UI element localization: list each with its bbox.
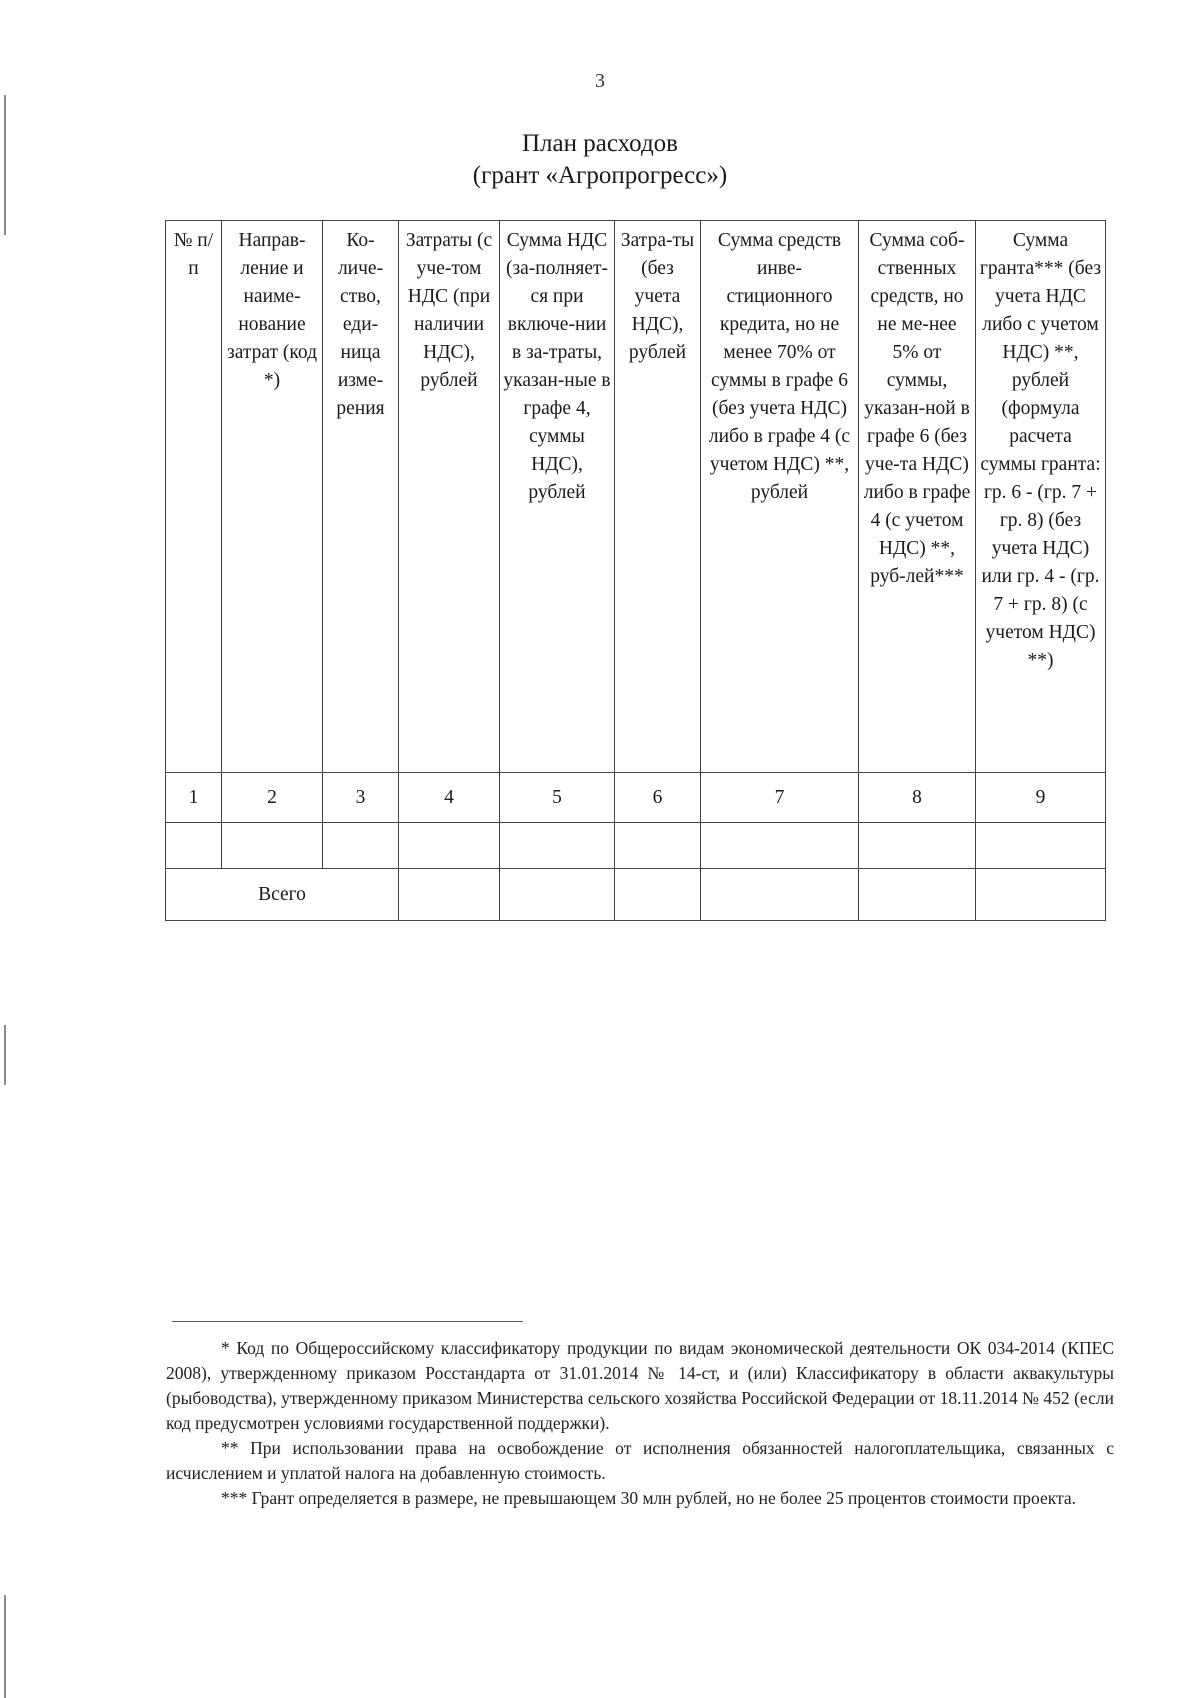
scan-edge-mark [4,1595,6,1698]
header-cell [166,221,222,773]
header-cell [500,221,615,773]
header-text: Сумма средств инве-стиционного кредита, но не менее 70% от суммы в графе 6 (без учета НДС) либо в графе 4 (с учетом НДС) **, рублей [708,230,851,503]
total-row [166,869,1106,921]
title-line-2: (грант «Агропрогресс») [472,162,728,189]
footnote-2: ** При использовании права на освобождение от исполнения обязанностей налогоплательщика, связанных с исчислением и уплатой налога на добавленную стоимость. [166,1438,1114,1483]
empty-cell [859,869,976,921]
footnote-1: * Код по Общероссийскому классификатору продукции по видам экономической деятельности ОК 034-2014 (КПЕС 2008), утвержденному приказом Росстандарта от 31.01.2014 № 14-ст, и (или) Классификатору в области аквакультуры (рыбоводства), утвержденному приказом Министерства сельского хозяйства Российской Федерации от 18.11.2014 № 452 (если код предусмотрен условиями государственной поддержки). [166,1338,1114,1433]
footnote-3: *** Грант определяется в размере, не превышающем 30 млн рублей, но не более 25 процентов стоимости проекта. [221,1488,1077,1508]
page-number: 3 [595,70,605,92]
empty-cell [701,823,859,869]
column-number: 6 [615,773,701,823]
empty-cell [399,869,500,921]
column-number: 9 [976,773,1106,823]
empty-cell [166,823,222,869]
title-line-1: План расходов [522,130,678,157]
header-text: Направ-ление и наиме-нование затрат (код *) [227,230,317,391]
empty-cell [701,869,859,921]
header-cell [399,221,500,773]
column-number: 4 [399,773,500,823]
column-number: 8 [859,773,976,823]
header-text: Затраты (с уче-том НДС (при наличии НДС), рублей [405,230,493,391]
scan-edge-mark [4,1025,6,1085]
empty-cell [859,823,976,869]
empty-cell [976,869,1106,921]
empty-cell [399,823,500,869]
column-number: 7 [701,773,859,823]
column-number: 3 [323,773,399,823]
empty-cell [976,823,1106,869]
header-cell [859,221,976,773]
header-cell [976,221,1106,773]
column-number: 2 [222,773,323,823]
header-text: Сумма соб-ственных средств, но не ме-нее 5% от суммы, указан-ной в графе 6 (без уче-та НДС) либо в графе 4 (с учетом НДС) **, руб-лей*** [863,230,971,587]
table-header-row [166,221,1106,773]
header-text: Сумма НДС (за-полняет-ся при включе-нии в за-траты, указан-ные в графе 4, суммы НДС), рублей [503,230,611,503]
header-cell [222,221,323,773]
empty-data-row [166,823,1106,869]
header-cell [615,221,701,773]
empty-cell [615,869,701,921]
column-number: 5 [500,773,615,823]
header-text: Затра-ты (без учета НДС), рублей [620,230,695,363]
total-label: Всего [166,869,399,921]
header-cell [701,221,859,773]
header-text: № п/п [173,230,214,279]
column-number: 1 [166,773,222,823]
header-text: Сумма гранта*** (без учета НДС либо с учетом НДС) **, рублей (формула расчета суммы гранта: гр. 6 - (гр. 7 + гр. 8) (без учета НДС) или гр. 4 - (гр. 7 + гр. 8) (с учетом НДС) **) [979,230,1102,671]
footnote-separator [172,1321,523,1322]
header-cell [323,221,399,773]
header-text: Ко-личе-ство, еди-ница изме-рения [336,230,385,419]
empty-cell [500,823,615,869]
expense-plan-table [165,220,1106,921]
empty-cell [323,823,399,869]
footnotes [166,1336,1114,1511]
empty-cell [222,823,323,869]
empty-cell [615,823,701,869]
column-number-row [166,773,1106,823]
document-title [0,128,1200,192]
empty-cell [500,869,615,921]
